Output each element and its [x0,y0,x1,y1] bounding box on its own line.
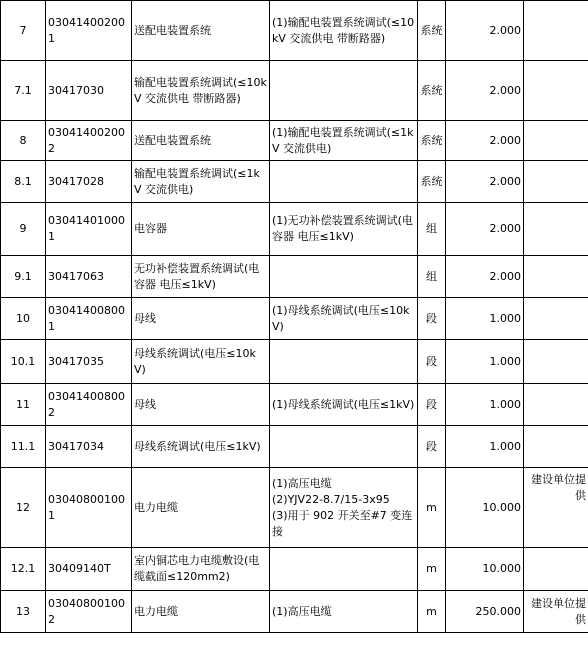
unit-cell: 系统 [418,1,446,61]
name-cell: 母线 [132,298,270,340]
seq-cell: 13 [1,591,46,633]
unit-cell: 段 [418,298,446,340]
code-cell: 030414002001 [46,1,132,61]
quantity-cell: 1.000 [446,340,524,384]
seq-cell: 9.1 [1,256,46,298]
table-row [1,256,588,298]
seq-cell: 8 [1,121,46,161]
table-row [1,61,588,121]
note-cell [524,548,588,591]
name-cell: 母线系统调试(电压≤10kV) [132,340,270,384]
table-row [1,121,588,161]
unit-cell: 组 [418,256,446,298]
note-cell [524,161,588,203]
unit-cell: 段 [418,384,446,426]
table-row [1,161,588,203]
name-cell: 母线 [132,384,270,426]
note-cell [524,384,588,426]
table-row [1,203,588,256]
note-cell [524,298,588,340]
code-cell: 030408001001 [46,468,132,548]
note-cell [524,121,588,161]
code-cell: 030414010001 [46,203,132,256]
note-cell [524,203,588,256]
code-cell: 030414008002 [46,384,132,426]
seq-cell: 10.1 [1,340,46,384]
feature-cell [270,426,418,468]
name-cell: 送配电装置系统 [132,121,270,161]
feature-cell [270,340,418,384]
feature-cell: (1)输配电装置系统调试(≤10kV 交流供电 带断路器) [270,1,418,61]
unit-cell: m [418,548,446,591]
quantity-cell: 2.000 [446,1,524,61]
quantity-cell: 2.000 [446,203,524,256]
unit-cell: m [418,591,446,633]
code-cell: 30417035 [46,340,132,384]
code-cell: 030414008001 [46,298,132,340]
feature-cell [270,161,418,203]
feature-cell: (1)无功补偿装置系统调试(电容器 电压≤1kV) [270,203,418,256]
unit-cell: m [418,468,446,548]
quantity-cell: 10.000 [446,548,524,591]
feature-cell: (1)输配电装置系统调试(≤1kV 交流供电) [270,121,418,161]
unit-cell: 系统 [418,121,446,161]
table-row [1,548,588,591]
feature-cell: (1)高压电缆 [270,591,418,633]
name-cell: 无功补偿装置系统调试(电容器 电压≤1kV) [132,256,270,298]
seq-cell: 7 [1,1,46,61]
seq-cell: 9 [1,203,46,256]
code-cell: 030408001002 [46,591,132,633]
quantity-cell: 1.000 [446,426,524,468]
feature-cell: (1)母线系统调试(电压≤1kV) [270,384,418,426]
seq-cell: 11 [1,384,46,426]
quantity-cell: 2.000 [446,256,524,298]
table-row [1,426,588,468]
name-cell: 电力电缆 [132,468,270,548]
unit-cell: 系统 [418,161,446,203]
quantity-cell: 1.000 [446,384,524,426]
code-cell: 30409140T [46,548,132,591]
table-row [1,591,588,633]
seq-cell: 11.1 [1,426,46,468]
unit-cell: 段 [418,426,446,468]
quantity-cell: 2.000 [446,121,524,161]
note-cell [524,1,588,61]
quantity-cell: 2.000 [446,161,524,203]
name-cell: 电容器 [132,203,270,256]
note-cell: 建设单位提供 [524,591,588,633]
table-row [1,1,588,61]
feature-cell: (1)高压电缆 (2)YJV22-8.7/15-3x95 (3)用于 902 开关至#7 变连接 [270,468,418,548]
feature-cell [270,256,418,298]
quantity-cell: 2.000 [446,61,524,121]
name-cell: 电力电缆 [132,591,270,633]
quantity-cell: 10.000 [446,468,524,548]
table-row [1,384,588,426]
code-cell: 030414002002 [46,121,132,161]
seq-cell: 12 [1,468,46,548]
quantity-cell: 1.000 [446,298,524,340]
seq-cell: 12.1 [1,548,46,591]
note-cell: 建设单位提供 [524,468,588,548]
feature-cell [270,548,418,591]
name-cell: 母线系统调试(电压≤1kV) [132,426,270,468]
note-cell [524,61,588,121]
seq-cell: 7.1 [1,61,46,121]
feature-cell [270,61,418,121]
name-cell: 输配电装置系统调试(≤10kV 交流供电 带断路器) [132,61,270,121]
feature-cell: (1)母线系统调试(电压≤10kV) [270,298,418,340]
name-cell: 送配电装置系统 [132,1,270,61]
table-row [1,468,588,548]
code-cell: 30417030 [46,61,132,121]
table-row [1,340,588,384]
note-cell [524,426,588,468]
code-cell: 30417063 [46,256,132,298]
table-row [1,298,588,340]
seq-cell: 8.1 [1,161,46,203]
note-cell [524,256,588,298]
code-cell: 30417028 [46,161,132,203]
quantity-cell: 250.000 [446,591,524,633]
name-cell: 输配电装置系统调试(≤1kV 交流供电) [132,161,270,203]
code-cell: 30417034 [46,426,132,468]
seq-cell: 10 [1,298,46,340]
name-cell: 室内铜芯电力电缆敷设(电缆截面≤120mm2) [132,548,270,591]
note-cell [524,340,588,384]
unit-cell: 段 [418,340,446,384]
unit-cell: 组 [418,203,446,256]
unit-cell: 系统 [418,61,446,121]
